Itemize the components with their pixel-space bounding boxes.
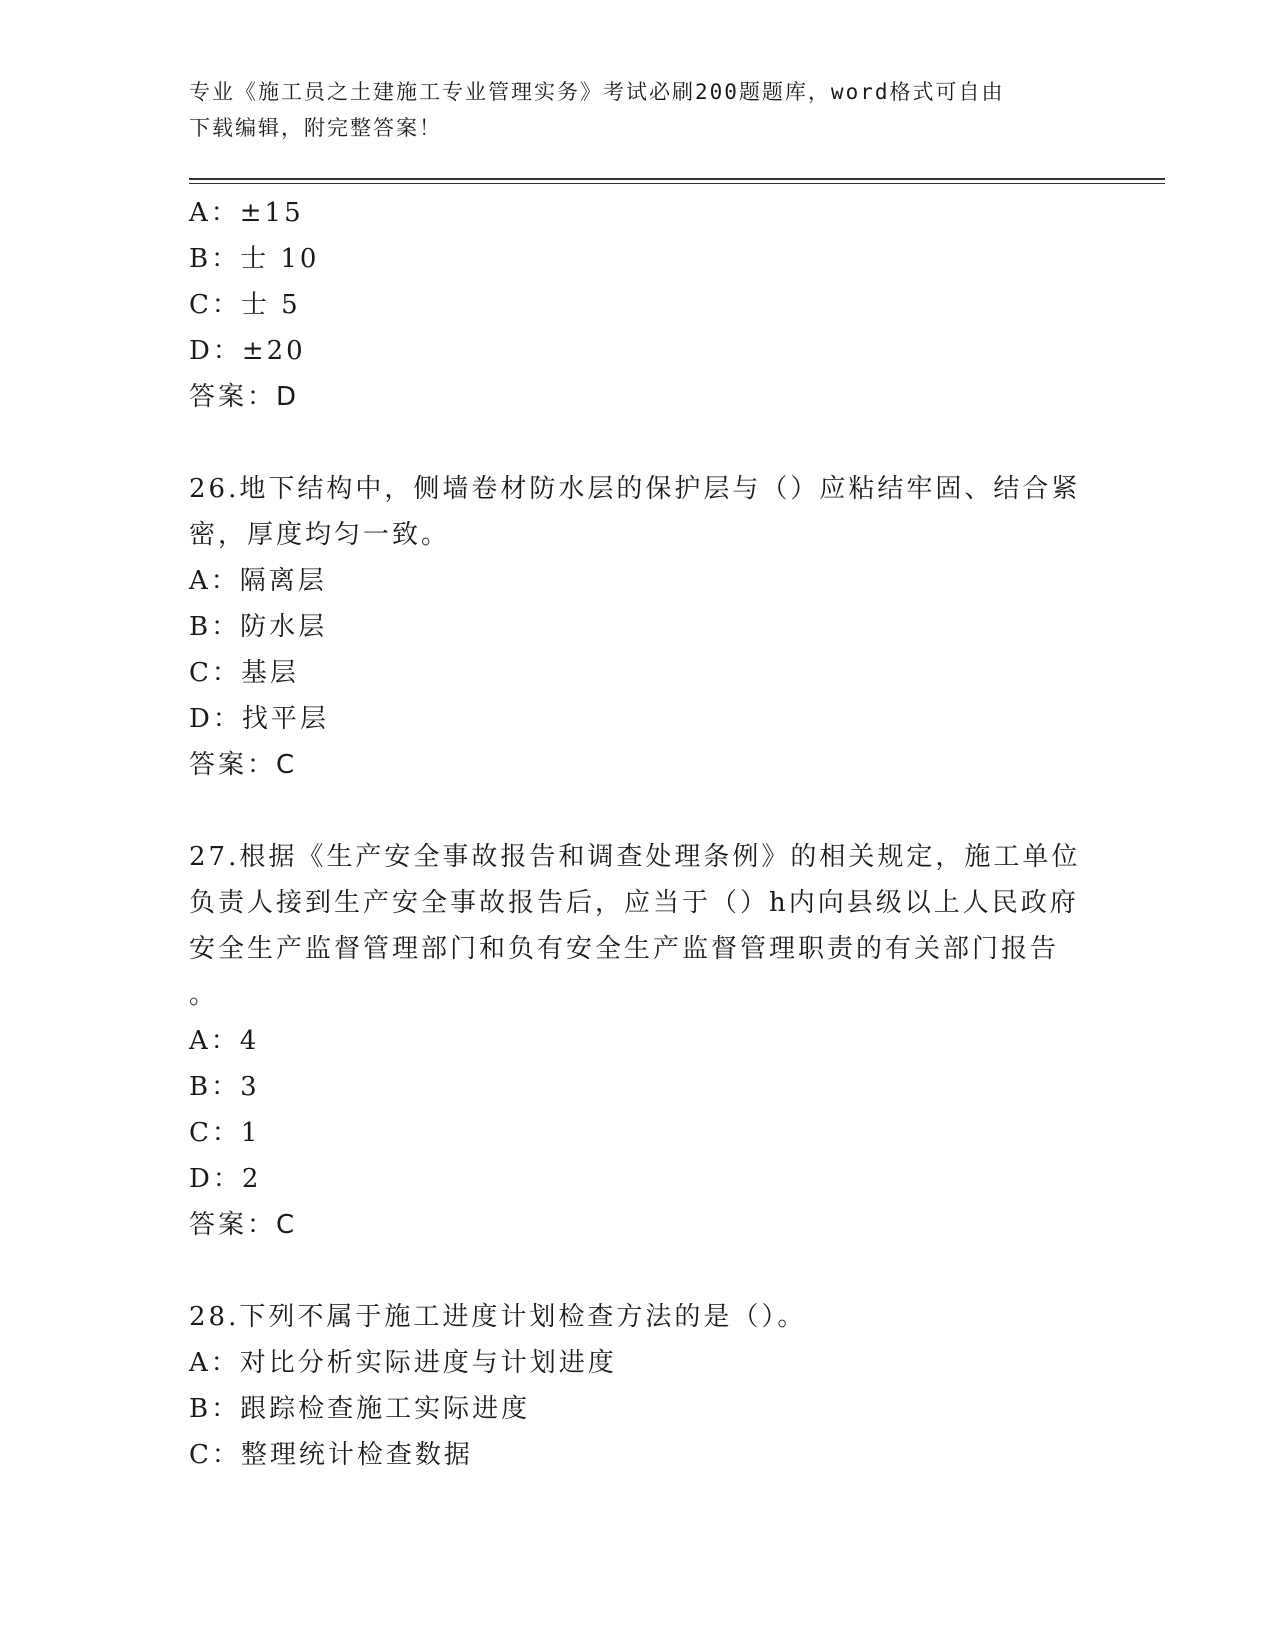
question-stem: 负责人接到生产安全事故报告后，应当于（）h内向县级以上人民政府 <box>189 888 1079 918</box>
question-stem: 。 <box>189 980 219 1010</box>
question-stem: 28.下列不属于施工进度计划检查方法的是（）。 <box>189 1302 807 1332</box>
question-26 <box>189 466 1089 788</box>
option-a: A：4 <box>189 1026 260 1056</box>
question-27 <box>189 834 1089 1248</box>
question-stem: 密，厚度均匀一致。 <box>189 520 451 550</box>
option-b: B：跟踪检查施工实际进度 <box>189 1394 531 1424</box>
option-a: A：隔离层 <box>189 566 327 596</box>
option-b: B：防水层 <box>189 612 328 642</box>
question-28 <box>189 1294 1089 1478</box>
document-header <box>189 74 1089 146</box>
question-stem: 安全生产监督管理部门和负有安全生产监督管理职责的有关部门报告 <box>189 934 1060 964</box>
question-25 <box>189 190 1089 420</box>
question-list <box>189 190 1089 1478</box>
header-divider-thin <box>189 183 1165 184</box>
option-b: B：士 10 <box>189 244 320 274</box>
header-line-2: 下载编辑，附完整答案！ <box>189 116 442 140</box>
question-stem: 26.地下结构中，侧墙卷材防水层的保护层与（）应粘结牢固、结合紧 <box>189 474 1081 504</box>
option-a: A：±15 <box>189 198 304 228</box>
answer: 答案：D <box>189 382 300 412</box>
answer: 答案：C <box>189 750 298 780</box>
option-a: A：对比分析实际进度与计划进度 <box>189 1348 617 1378</box>
option-c: C：基层 <box>189 658 299 688</box>
option-d: D：找平层 <box>189 704 329 734</box>
question-stem: 27.根据《生产安全事故报告和调查处理条例》的相关规定，施工单位 <box>189 842 1081 872</box>
option-b: B：3 <box>189 1072 260 1102</box>
header-divider-thick <box>189 178 1165 180</box>
option-c: C：1 <box>189 1118 261 1148</box>
header-line-1: 专业《施工员之土建施工专业管理实务》考试必刷200题题库，word格式可自由 <box>189 80 1005 104</box>
answer: 答案：C <box>189 1210 298 1240</box>
option-c: C：整理统计检查数据 <box>189 1440 473 1470</box>
option-d: D：±20 <box>189 336 306 366</box>
option-d: D：2 <box>189 1164 262 1194</box>
option-c: C：士 5 <box>189 290 301 320</box>
